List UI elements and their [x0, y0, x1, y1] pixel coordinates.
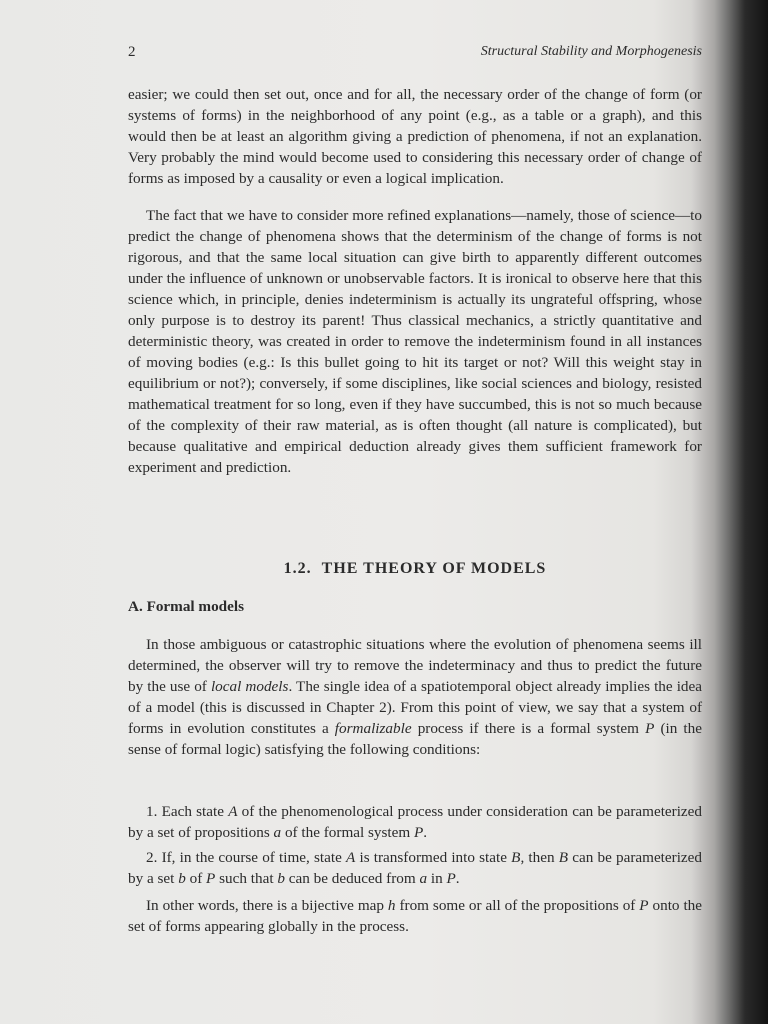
condition-2	[128, 847, 702, 889]
text-run: 2. If, in the course of time, state	[146, 849, 347, 866]
paragraph-text	[128, 847, 702, 889]
text-run: 1. Each state	[146, 803, 229, 820]
math-variable: A	[346, 849, 356, 866]
section-title: THE THEORY OF MODELS	[321, 560, 547, 577]
text-run: in	[427, 870, 447, 887]
text-run: In other words, there is a bijective map	[146, 897, 388, 914]
paragraph-text	[128, 895, 702, 937]
math-variable: a	[419, 870, 428, 887]
text-run: of the phenomenological process under consideration can be parameterized by a set of propositions	[128, 803, 703, 841]
math-variable: P	[414, 824, 424, 841]
text-run: can be deduced from	[284, 870, 420, 887]
text-run: , then	[520, 849, 559, 866]
subsection-label: A.	[128, 598, 143, 615]
paragraph-continuation	[128, 84, 702, 189]
text-run: from some or all of the propositions of	[395, 897, 640, 914]
emphasis-text: local models	[210, 678, 289, 695]
math-variable: P	[639, 897, 649, 914]
math-variable: b	[277, 870, 285, 887]
math-variable: B	[511, 849, 521, 866]
math-variable: P	[446, 870, 456, 887]
text-run: is transformed into state	[355, 849, 512, 866]
text-run: .	[423, 824, 428, 841]
paragraph-bijective-map	[128, 895, 702, 937]
text-run: of	[185, 870, 207, 887]
text-run: process if there is a formal system	[411, 720, 646, 737]
page-header	[128, 44, 702, 68]
math-variable: b	[178, 870, 186, 887]
condition-1	[128, 801, 702, 843]
math-variable: P	[206, 870, 216, 887]
paragraph-formal-models	[128, 634, 702, 760]
text-run: such that	[215, 870, 278, 887]
math-variable: a	[273, 824, 282, 841]
running-title: Structural Stability and Morphogenesis	[480, 44, 702, 59]
math-variable: B	[558, 849, 569, 866]
text-run: onto the set of forms appearing globally in the process.	[128, 897, 703, 935]
text-run: of the formal system	[281, 824, 415, 841]
section-number: 1.2.	[283, 560, 312, 577]
math-variable: A	[228, 803, 238, 820]
text-run: In those ambiguous or catastrophic situations where the evolution of phenomena seems ill determined, the observer will try to remove the indeterminacy and thus to predict the future by the use of	[128, 636, 702, 695]
page-number: 2	[128, 44, 136, 60]
paragraph-text: The fact that we have to consider more refined explanations—namely, those of science—to predict the change of phenomena shows that the determinism of the change of forms is not rigorous, and that the same local situation can give birth to apparently different outcomes under the influence of unknown or unobservable factors. It is ironical to observe here that this science which, in principle, denies indeterminism is actually its ungrateful offspring, whose only purpose is to destroy its parent! Thus classical mechanics, a strictly quantitative and deterministic theory, was created in order to remove the indeterminism found in all instances of moving bodies (e.g.: Is this bullet going to hit its target or not? Will this weight stay in equilibrium or not?); conversely, if some disciplines, like social sciences and biology, resisted mathematical treatment for so long, even if they have succumbed, this is not so much because of the complexity of their raw material, as is often thought (all nature is complicated), but because qualitative and empirical deduction already gives them sufficient framework for experiment and prediction.	[128, 207, 702, 476]
paragraph-text	[128, 801, 702, 843]
paragraph-text: easier; we could then set out, once and for all, the necessary order of the change of form (or systems of forms) in the neighborhood of any point (e.g., as a table or a graph), and this would then be at least an algorithm giving a prediction of phenomena, if not an explanation. Very probably the mind would become used to considering this necessary order of change of forms as imposed by a causality or even a logical implication.	[128, 86, 702, 187]
math-variable: h	[387, 897, 396, 914]
text-run: . The single idea of a spatiotemporal object already implies the idea of a model (this is discussed in Chapter 2). From this point of view, we say that a system of forms in evolution constitutes a	[128, 678, 702, 737]
math-variable: P	[645, 720, 655, 737]
section-heading	[128, 560, 702, 578]
subsection-title: Formal models	[146, 598, 244, 615]
emphasis-text: formalizable	[334, 720, 412, 737]
paragraph-refined-explanations	[128, 205, 702, 478]
paragraph-text	[128, 634, 702, 760]
text-run: (in the sense of formal logic) satisfying the following conditions:	[128, 720, 702, 758]
subsection-heading	[128, 598, 244, 616]
text-run: can be parameterized by a set	[128, 849, 702, 887]
text-run: .	[455, 870, 460, 887]
